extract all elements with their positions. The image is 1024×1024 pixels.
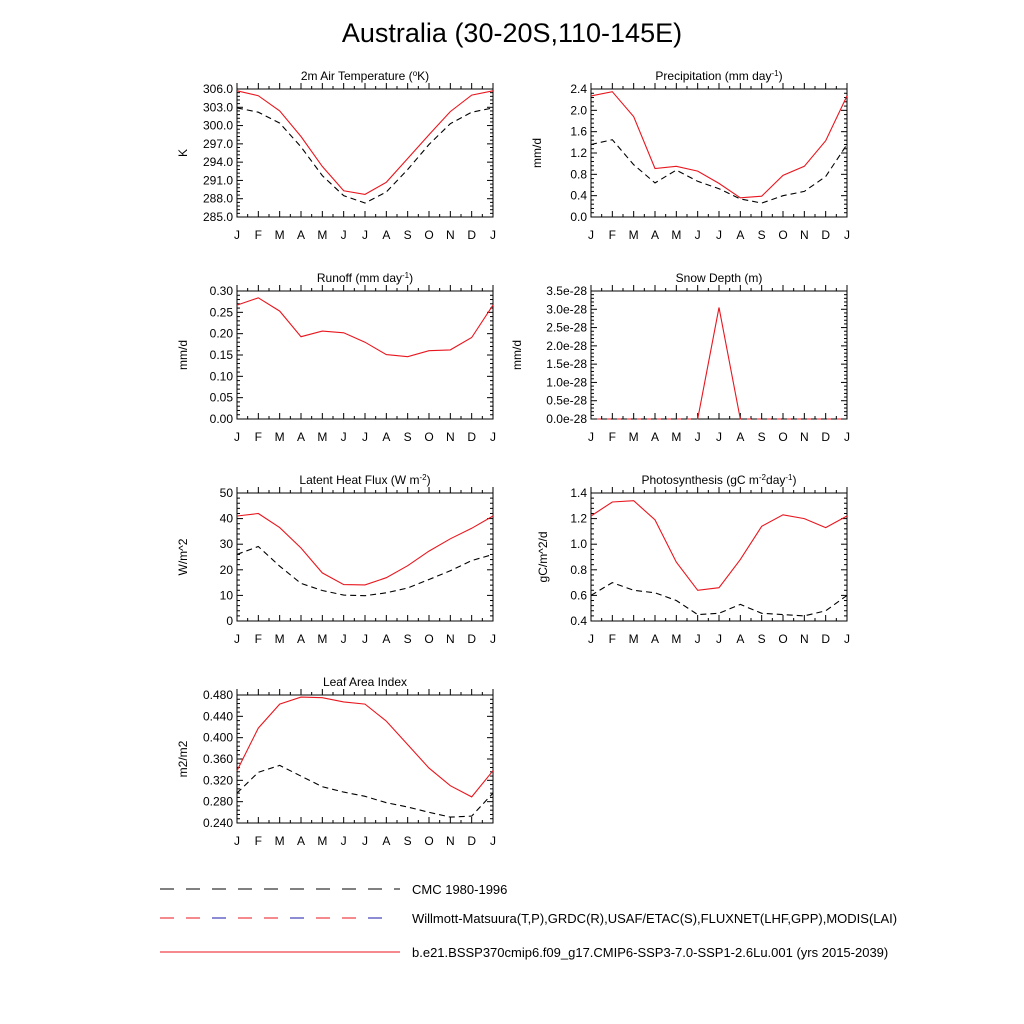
y-tick-label: 2.0 [570,103,587,118]
y-axis-label: K [176,148,190,158]
y-tick-label: 0.0 [570,210,587,224]
x-tick-label: A [296,632,306,646]
y-tick-label: 288.0 [202,191,233,206]
panel-title: Latent Heat Flux (W $m^{-2}$) [299,472,431,487]
y-tick-label: 297.0 [202,136,233,151]
x-tick-label: J [490,834,496,848]
x-tick-label: J [234,834,240,848]
y-tick-label: 0.20 [209,326,233,341]
y-tick-label: 291.0 [202,173,233,188]
y-tick-label: 0.0e-28 [546,412,587,426]
x-tick-label: A [736,430,745,444]
x-tick-label: J [588,430,594,444]
legend-item [160,882,507,897]
series-line-model [591,501,847,591]
y-tick-label: 0.25 [209,305,233,320]
x-tick-label: J [234,430,240,444]
y-tick-label: 50 [219,486,233,500]
y-tick-label: 0.30 [209,284,233,298]
x-tick-label: J [490,632,496,646]
x-tick-label: N [445,834,455,848]
x-tick-label: J [362,228,368,242]
series-line-model [237,697,493,797]
x-tick-label: N [799,632,809,646]
series-line-obs [237,765,493,817]
panel-title: Photosynthesis (gC $m^{-2}day^{-1}$) [641,472,797,487]
x-tick-label: S [403,228,412,242]
y-tick-label: 294.0 [202,155,233,170]
chart-panel [510,271,850,444]
y-axis-label: m2/m2 [176,740,190,778]
x-tick-label: J [716,228,722,242]
x-tick-label: F [254,228,263,242]
x-tick-label: J [362,632,368,646]
chart-panel [530,69,850,243]
y-tick-label: 0.8 [570,562,587,577]
x-tick-label: F [608,228,617,242]
x-tick-label: A [382,834,391,848]
y-tick-label: 1.0 [570,537,587,552]
x-tick-label: D [821,228,831,242]
x-tick-label: M [317,228,328,242]
x-tick-label: N [799,430,809,444]
plot-frame [237,291,493,419]
y-tick-label: 1.6 [570,124,587,139]
panel-title: Snow Depth (m) [675,271,763,285]
panel-title: Runoff (mm day$^{-1}$) [316,270,414,285]
y-tick-label: 0 [226,614,233,628]
x-tick-label: O [778,228,788,242]
series-line-model [237,91,493,195]
y-tick-label: 0.280 [202,794,233,809]
y-tick-label: 1.0e-28 [546,375,587,390]
y-tick-label: 2.4 [570,82,587,96]
y-tick-label: 2.0e-28 [546,338,587,353]
x-tick-label: O [424,834,434,848]
x-tick-label: J [340,430,347,444]
chart-panel [176,675,496,848]
x-tick-label: A [650,632,660,646]
x-tick-label: F [608,430,617,444]
y-axis-label: mm/d [176,340,190,370]
x-tick-label: J [340,228,347,242]
x-tick-label: A [650,228,660,242]
series-line-model [591,92,847,198]
x-tick-label: D [467,632,477,646]
x-tick-label: M [317,430,328,444]
y-axis-label: mm/d [530,138,544,168]
y-tick-label: 0.5e-28 [546,393,587,408]
x-tick-label: M [274,632,285,646]
x-tick-label: D [821,632,831,646]
y-tick-label: 306.0 [202,82,233,96]
x-tick-label: A [382,228,391,242]
x-tick-label: M [671,228,682,242]
legend [160,882,897,960]
y-tick-label: 0.10 [209,369,233,384]
panel-title: Precipitation (mm day$^{-1}$) [655,68,783,83]
x-tick-label: N [445,632,455,646]
series-line-obs [591,140,847,203]
y-tick-label: 1.4 [570,486,587,500]
x-tick-label: J [340,834,347,848]
legend-item [160,945,888,960]
x-tick-label: A [382,632,391,646]
x-tick-label: J [588,632,594,646]
y-tick-label: 0.360 [202,752,233,766]
x-tick-label: M [317,834,328,848]
x-tick-label: F [608,632,617,646]
x-tick-label: J [234,632,240,646]
x-tick-label: J [716,430,722,444]
y-tick-label: 0.440 [202,709,233,724]
y-tick-label: 300.0 [202,118,233,133]
y-tick-label: 0.480 [202,688,233,702]
x-tick-label: O [778,430,788,444]
chart-panel [176,271,496,445]
y-axis-label: W/m^2 [176,538,190,576]
x-tick-label: S [757,430,766,444]
y-tick-label: 1.2 [570,511,587,526]
x-tick-label: A [296,430,306,444]
y-tick-label: 0.240 [202,816,233,830]
y-axis-label: gC/m^2/d [536,531,550,583]
y-tick-label: 0.00 [209,412,233,426]
plot-frame [591,89,847,217]
x-tick-label: F [254,834,263,848]
x-tick-label: A [736,632,745,646]
x-tick-label: N [445,228,455,242]
series-line-obs [237,547,493,596]
x-tick-label: J [362,834,368,848]
x-tick-label: S [403,430,412,444]
legend-item [160,911,897,926]
x-tick-label: A [382,430,391,444]
x-tick-label: F [254,632,263,646]
x-tick-label: D [467,834,477,848]
x-tick-label: M [274,228,285,242]
legend-label: b.e21.BSSP370cmip6.f09_g17.CMIP6-SSP3-7.0-SSP1-2.6Lu.001 (yrs 2015-2039) [412,945,889,960]
x-tick-label: M [274,834,285,848]
x-tick-label: N [799,228,809,242]
x-tick-label: J [234,228,240,242]
x-tick-label: J [844,228,850,242]
x-tick-label: D [821,430,831,444]
y-tick-label: 0.320 [202,773,233,788]
series-line-model [237,298,493,357]
x-tick-label: D [467,228,477,242]
y-tick-label: 0.8 [570,167,587,182]
x-tick-label: J [844,430,850,444]
y-tick-label: 0.05 [209,390,233,405]
x-tick-label: S [757,228,766,242]
x-tick-label: J [694,632,701,646]
x-tick-label: J [490,430,496,444]
x-tick-label: O [778,632,788,646]
chart-panel [536,473,850,647]
x-tick-label: A [736,228,745,242]
x-tick-label: M [671,632,682,646]
x-tick-label: N [445,430,455,444]
y-tick-label: 2.5e-28 [546,320,587,335]
y-tick-label: 10 [219,588,233,603]
y-tick-label: 285.0 [202,210,233,224]
x-tick-label: A [296,228,306,242]
y-tick-label: 0.400 [202,730,233,745]
x-tick-label: J [844,632,850,646]
x-tick-label: M [671,430,682,444]
y-tick-label: 0.15 [209,348,233,362]
legend-label: Willmott-Matsuura(T,P),GRDC(R),USAF/ETAC(S),FLUXNET(LHF,GPP),MODIS(LAI) [412,911,898,926]
y-tick-label: 30 [219,537,233,552]
plot-frame [237,493,493,621]
x-tick-label: M [628,632,639,646]
y-tick-label: 40 [219,511,233,526]
chart-panel [176,473,496,647]
y-tick-label: 1.5e-28 [546,357,587,372]
y-tick-label: 0.6 [570,588,587,603]
legend-label: CMC 1980-1996 [412,882,508,897]
series-line-obs [237,108,493,203]
x-tick-label: M [274,430,285,444]
x-tick-label: M [317,632,328,646]
x-tick-label: M [628,228,639,242]
x-tick-label: J [694,228,701,242]
x-tick-label: O [424,632,434,646]
x-tick-label: D [467,430,477,444]
x-tick-label: J [716,632,722,646]
x-tick-label: S [403,632,412,646]
x-tick-label: J [362,430,368,444]
y-tick-label: 0.4 [570,188,587,203]
x-tick-label: J [694,430,701,444]
x-tick-label: S [757,632,766,646]
y-tick-label: 1.2 [570,146,587,160]
y-tick-label: 20 [219,562,233,577]
plot-frame [591,493,847,621]
x-tick-label: S [403,834,412,848]
y-tick-label: 3.0e-28 [546,302,587,317]
x-tick-label: A [296,834,306,848]
x-tick-label: F [254,430,263,444]
x-tick-label: J [588,228,594,242]
x-tick-label: O [424,228,434,242]
y-tick-label: 3.5e-28 [546,284,587,298]
series-line-model [237,514,493,585]
y-axis-label: mm/d [510,340,524,370]
series-line-model [591,308,847,420]
x-tick-label: M [628,430,639,444]
panel-title: Leaf Area Index [322,675,408,689]
plot-frame [237,695,493,823]
chart-panel [176,69,496,243]
x-tick-label: O [424,430,434,444]
panel-title: 2m Air Temperature ($^o$K) [300,68,430,83]
x-tick-label: J [340,632,347,646]
y-tick-label: 0.4 [570,614,587,628]
figure-title: Australia (30-20S,110-145E) [341,18,683,48]
x-tick-label: J [490,228,496,242]
y-tick-label: 303.0 [202,100,233,115]
x-tick-label: A [650,430,660,444]
